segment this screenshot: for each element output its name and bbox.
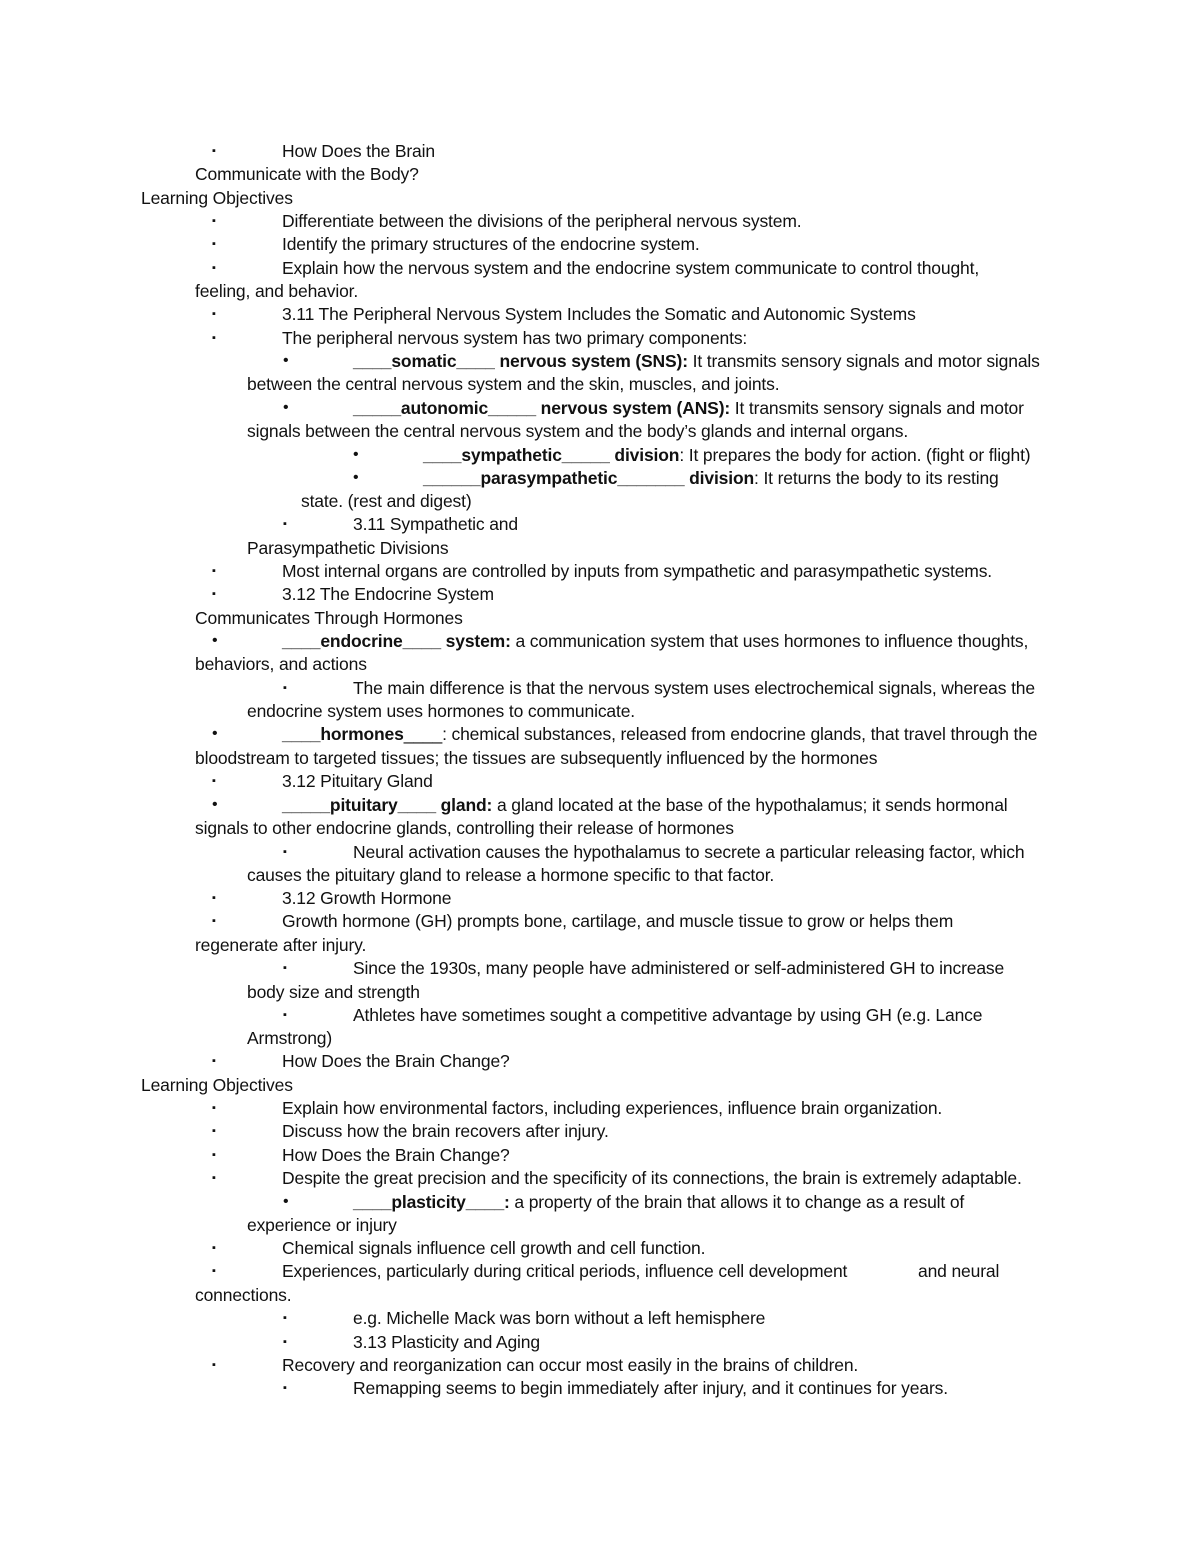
bullet-square: ▪ [283,1009,287,1021]
outline-line: How Does the Brain Change? [282,1051,510,1071]
bullet-square: ▪ [212,1102,216,1114]
bullet-square: ▪ [283,846,287,858]
bullet-square: ▪ [212,1172,216,1184]
outline-line: 3.13 Plasticity and Aging [353,1332,540,1352]
term: ____hormones [282,724,404,744]
outline-line: Neural activation causes the hypothalamus to secrete a particular releasing factor, which [353,842,1025,862]
outline-line: causes the pituitary gland to release a hormone specific to that factor. [247,865,775,885]
bullet-dot: • [212,796,218,813]
outline-line: Athletes have sometimes sought a competitive advantage by using GH (e.g. Lance [353,1005,983,1025]
objective-item: Identify the primary structures of the endocrine system. [282,234,700,254]
term: ____sympathetic_____ division [423,445,680,465]
term: _____autonomic_____ nervous system (ANS): [353,398,731,418]
bullet-square: ▪ [283,682,287,694]
bullet-square: ▪ [212,775,216,787]
definition: ____: chemical substances, released from endocrine glands, that travel through the [403,724,1038,744]
bullet-square: ▪ [212,262,216,274]
outline-line: Armstrong) [247,1028,333,1048]
term-definition [353,1191,964,1213]
bullet-square: ▪ [283,1336,287,1348]
bullet-square: ▪ [212,915,216,927]
bullet-square: ▪ [212,238,216,250]
bullet-square: ▪ [283,1312,287,1324]
definition: a gland located at the base of the hypothalamus; it sends hormonal [492,795,1008,815]
outline-line: endocrine system uses hormones to communicate. [247,701,636,721]
bullet-square: ▪ [283,1382,287,1394]
outline-line: 3.11 Sympathetic and [353,514,518,534]
outline-line: Communicates Through Hormones [195,608,463,628]
outline-line: regenerate after injury. [195,935,367,955]
bullet-square: ▪ [212,1149,216,1161]
bullet-dot: • [283,1193,289,1210]
definition: It transmits sensory signals and motor [730,398,1024,418]
outline-line: behaviors, and actions [195,654,367,674]
section-heading: Learning Objectives [141,188,293,208]
bullet-dot: • [353,469,359,486]
term: ____endocrine____ system: [282,631,511,651]
outline-line: Remapping seems to begin immediately after injury, and it continues for years. [353,1378,948,1398]
outline-line: 3.11 The Peripheral Nervous System Includes the Somatic and Autonomic Systems [282,304,916,324]
outline-line: state. (rest and digest) [301,491,472,511]
outline-line: between the central nervous system and the skin, muscles, and joints. [247,374,780,394]
bullet-square: ▪ [212,308,216,320]
bullet-dot: • [353,446,359,463]
outline-line: connections. [195,1285,292,1305]
outline-line: Communicate with the Body? [195,164,419,184]
bullet-square: ▪ [212,565,216,577]
outline-line: 3.12 Pituitary Gland [282,771,433,791]
outline-line: bloodstream to targeted tissues; the tissues are subsequently influenced by the hormones [195,748,878,768]
outline-line: e.g. Michelle Mack was born without a left hemisphere [353,1308,766,1328]
outline-line: signals to other endocrine glands, controlling their release of hormones [195,818,734,838]
term-definition [353,350,1040,372]
bullet-square: ▪ [212,145,216,157]
term-definition [282,630,1028,652]
bullet-square: ▪ [212,1242,216,1254]
outline-line: Chemical signals influence cell growth and cell function. [282,1238,706,1258]
outline-line: 3.12 Growth Hormone [282,888,452,908]
definition: a property of the brain that allows it to change as a result of [509,1192,965,1212]
objective-item: Differentiate between the divisions of the peripheral nervous system. [282,211,802,231]
term-definition [282,723,1037,745]
term: ____plasticity____: [353,1192,510,1212]
objective-item: Explain how the nervous system and the endocrine system communicate to control thought, [282,258,980,278]
outline-line: The peripheral nervous system has two primary components: [282,328,748,348]
bullet-square: ▪ [283,518,287,530]
bullet-dot: • [212,725,218,742]
outline-line: signals between the central nervous system and the body’s glands and internal organs. [247,421,909,441]
outline-line: Experiences, particularly during critical periods, influence cell development [282,1261,848,1281]
outline-line: experience or injury [247,1215,397,1235]
definition: It transmits sensory signals and motor signals [687,351,1040,371]
term-definition [423,444,1031,466]
bullet-square: ▪ [212,1359,216,1371]
section-heading: Learning Objectives [141,1075,293,1095]
term: ____somatic____ nervous system (SNS): [353,351,688,371]
bullet-square: ▪ [212,1055,216,1067]
term: _____pituitary____ gland: [282,795,493,815]
outline-line: The main difference is that the nervous system uses electrochemical signals, whereas the [353,678,1035,698]
definition: a communication system that uses hormones to influence thoughts, [510,631,1029,651]
term-definition [423,467,999,489]
outline-line: Since the 1930s, many people have administered or self-administered GH to increase [353,958,1005,978]
outline-line: 3.12 The Endocrine System [282,584,494,604]
term-definition [353,397,1024,419]
bullet-square: ▪ [212,892,216,904]
outline-line: How Does the Brain Change? [282,1145,510,1165]
term: ______parasympathetic_______ division [423,468,755,488]
bullet-dot: • [283,399,289,416]
bullet-dot: • [212,632,218,649]
bullet-square: ▪ [212,215,216,227]
objective-item: Discuss how the brain recovers after injury. [282,1121,609,1141]
bullet-square: ▪ [212,588,216,600]
definition: : It prepares the body for action. (fight or flight) [679,445,1031,465]
outline-line: Parasympathetic Divisions [247,538,449,558]
bullet-square: ▪ [212,1125,216,1137]
bullet-square: ▪ [212,332,216,344]
bullet-dot: • [283,352,289,369]
definition: : It returns the body to its resting [754,468,999,488]
bullet-square: ▪ [212,1265,216,1277]
outline-line: Most internal organs are controlled by inputs from sympathetic and parasympathetic systems. [282,561,993,581]
outline-line: Recovery and reorganization can occur most easily in the brains of children. [282,1355,859,1375]
objective-item: Explain how environmental factors, including experiences, influence brain organization. [282,1098,943,1118]
outline-line: How Does the Brain [282,141,435,161]
outline-line: body size and strength [247,982,420,1002]
outline-line-tail: and neural [918,1261,1000,1281]
bullet-square: ▪ [283,962,287,974]
term-definition [282,794,1008,816]
outline-line: Growth hormone (GH) prompts bone, cartilage, and muscle tissue to grow or helps them [282,911,954,931]
objective-item-continued: feeling, and behavior. [195,281,359,301]
outline-line: Despite the great precision and the specificity of its connections, the brain is extremely adaptable. [282,1168,1022,1188]
